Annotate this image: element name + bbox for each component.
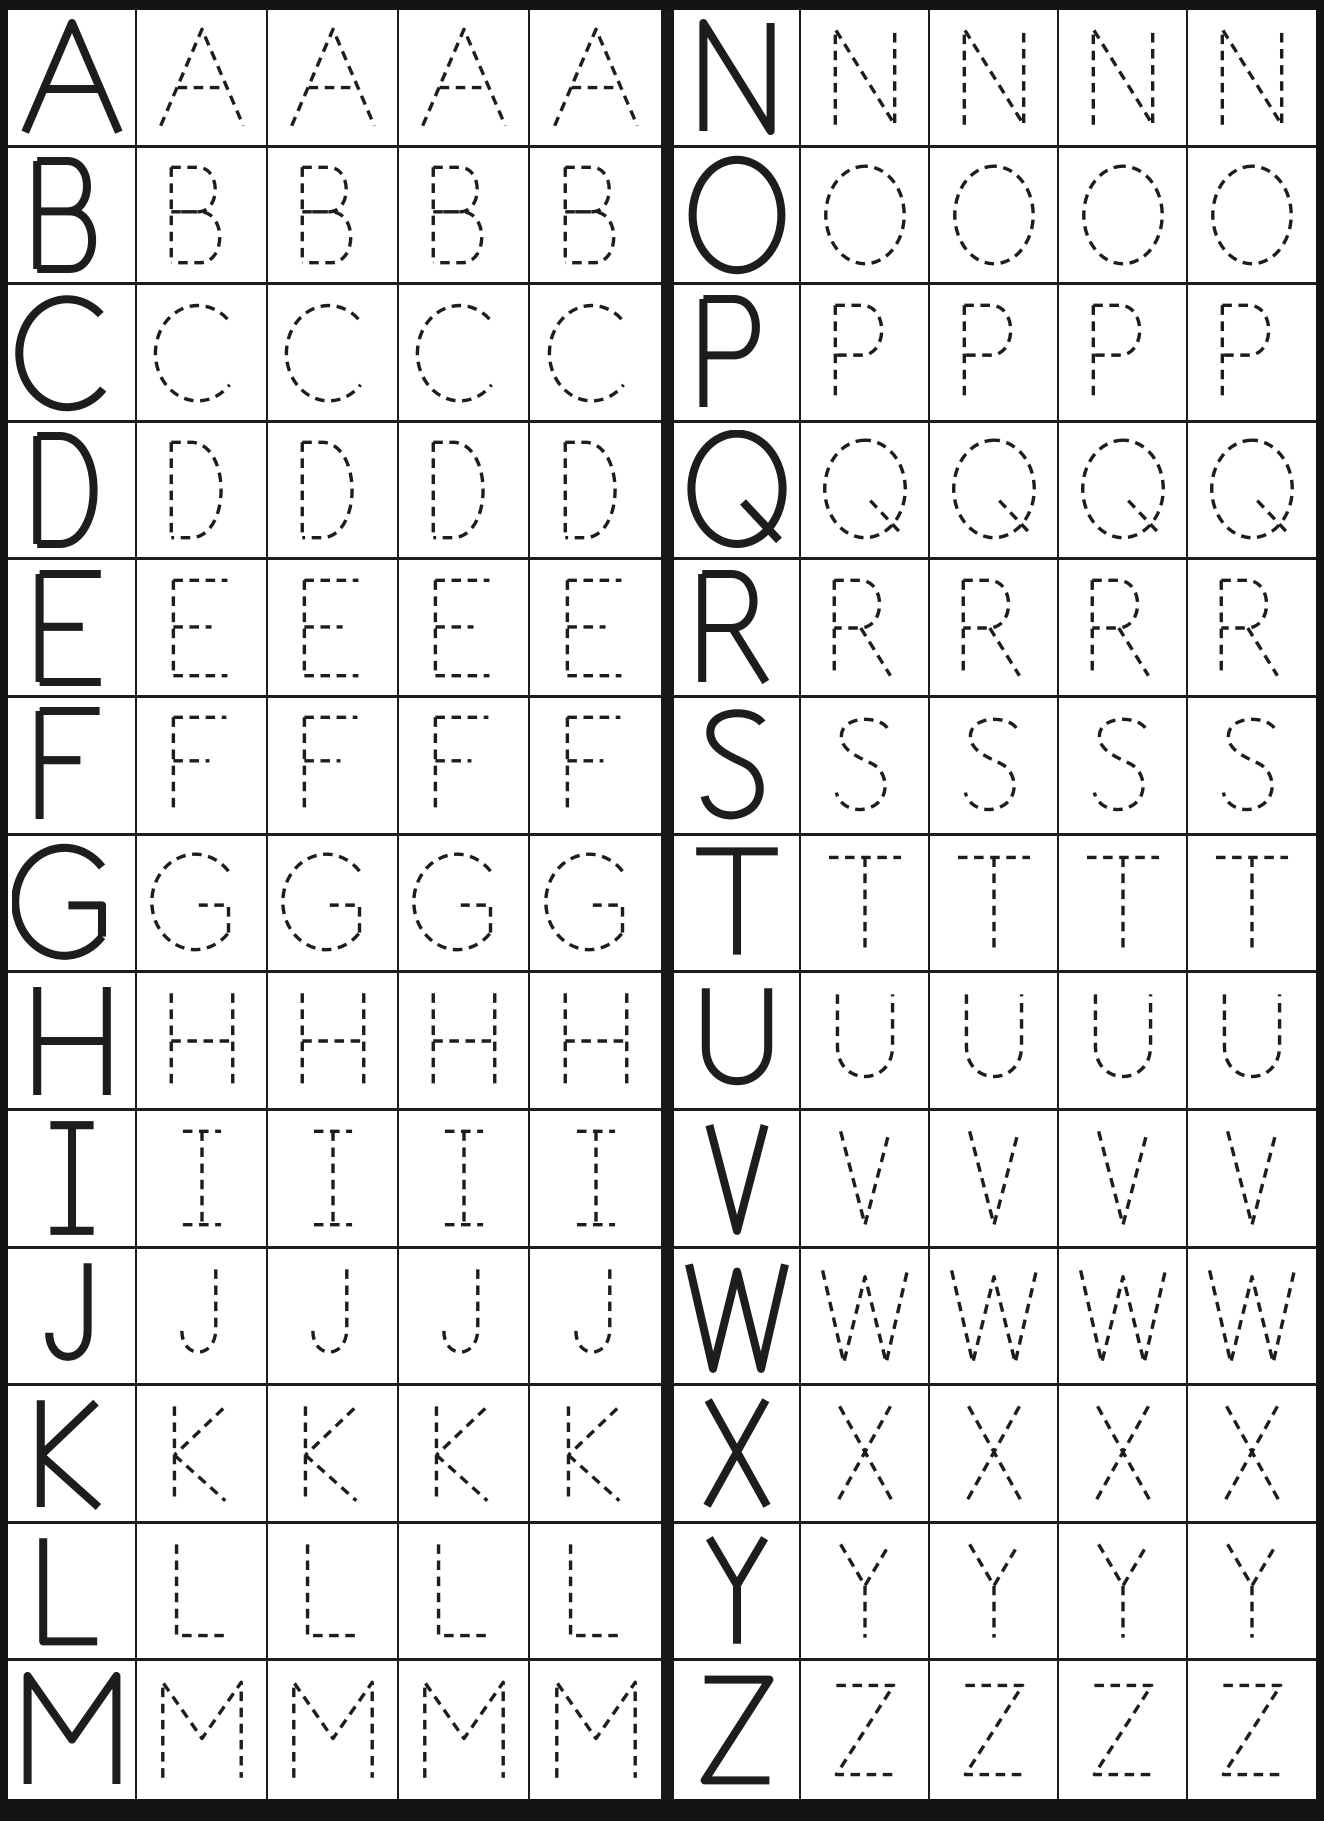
- trace-letter-E-1: [137, 560, 268, 698]
- center-divider-bar: [661, 1386, 674, 1524]
- trace-glyph-Z: [1199, 1677, 1305, 1783]
- solid-glyph-A: [12, 17, 132, 137]
- trace-glyph-L: [411, 1538, 517, 1644]
- trace-glyph-V: [812, 1125, 918, 1231]
- center-divider-bar: [661, 1524, 674, 1662]
- trace-letter-H-1: [137, 973, 268, 1111]
- trace-letter-S-4: [1188, 698, 1316, 836]
- trace-letter-K-2: [268, 1386, 399, 1524]
- trace-letter-I-1: [137, 1111, 268, 1249]
- solid-letter-J: [8, 1249, 137, 1387]
- trace-glyph-N: [812, 24, 918, 130]
- trace-glyph-H: [280, 988, 386, 1094]
- trace-letter-V-3: [1059, 1111, 1188, 1249]
- trace-letter-N-2: [930, 10, 1059, 148]
- trace-letter-F-3: [399, 698, 530, 836]
- trace-letter-A-3: [399, 10, 530, 148]
- trace-glyph-M: [149, 1677, 255, 1783]
- trace-letter-D-3: [399, 423, 530, 561]
- trace-glyph-A: [149, 24, 255, 130]
- trace-glyph-Y: [941, 1538, 1047, 1644]
- trace-letter-Y-1: [801, 1524, 930, 1662]
- solid-glyph-J: [12, 1256, 132, 1376]
- trace-glyph-L: [149, 1538, 255, 1644]
- solid-glyph-Q: [677, 430, 797, 550]
- solid-letter-C: [8, 285, 137, 423]
- trace-glyph-O: [941, 162, 1047, 268]
- solid-glyph-Y: [677, 1531, 797, 1651]
- trace-letter-Q-2: [930, 423, 1059, 561]
- trace-glyph-H: [411, 988, 517, 1094]
- trace-glyph-E: [543, 575, 649, 681]
- trace-glyph-U: [941, 988, 1047, 1094]
- trace-glyph-Z: [812, 1677, 918, 1783]
- trace-letter-Z-4: [1188, 1661, 1316, 1799]
- solid-glyph-F: [12, 705, 132, 825]
- solid-glyph-E: [12, 568, 132, 688]
- trace-letter-C-4: [530, 285, 661, 423]
- trace-glyph-C: [280, 300, 386, 406]
- trace-letter-C-2: [268, 285, 399, 423]
- trace-glyph-P: [1070, 300, 1176, 406]
- center-divider-bar: [661, 1661, 674, 1799]
- trace-letter-N-1: [801, 10, 930, 148]
- trace-letter-U-4: [1188, 973, 1316, 1111]
- solid-letter-D: [8, 423, 137, 561]
- trace-glyph-U: [812, 988, 918, 1094]
- trace-letter-R-3: [1059, 560, 1188, 698]
- trace-glyph-X: [1070, 1400, 1176, 1506]
- solid-glyph-C: [12, 293, 132, 413]
- trace-letter-F-4: [530, 698, 661, 836]
- trace-letter-X-3: [1059, 1386, 1188, 1524]
- trace-letter-L-2: [268, 1524, 399, 1662]
- trace-letter-B-3: [399, 148, 530, 286]
- trace-glyph-K: [411, 1400, 517, 1506]
- trace-letter-H-4: [530, 973, 661, 1111]
- trace-letter-F-2: [268, 698, 399, 836]
- trace-glyph-Q: [812, 437, 918, 543]
- trace-letter-A-1: [137, 10, 268, 148]
- trace-glyph-I: [280, 1125, 386, 1231]
- trace-letter-R-4: [1188, 560, 1316, 698]
- trace-letter-Q-3: [1059, 423, 1188, 561]
- trace-glyph-U: [1070, 988, 1176, 1094]
- trace-letter-X-2: [930, 1386, 1059, 1524]
- trace-letter-C-3: [399, 285, 530, 423]
- trace-glyph-B: [411, 162, 517, 268]
- trace-letter-W-4: [1188, 1249, 1316, 1387]
- trace-glyph-M: [543, 1677, 649, 1783]
- trace-glyph-S: [812, 712, 918, 818]
- trace-glyph-W: [941, 1263, 1047, 1369]
- center-divider-bar: [661, 698, 674, 836]
- trace-letter-I-4: [530, 1111, 661, 1249]
- solid-letter-E: [8, 560, 137, 698]
- trace-letter-X-1: [801, 1386, 930, 1524]
- trace-glyph-C: [543, 300, 649, 406]
- trace-glyph-J: [149, 1263, 255, 1369]
- trace-glyph-B: [543, 162, 649, 268]
- trace-glyph-X: [812, 1400, 918, 1506]
- solid-glyph-H: [12, 981, 132, 1101]
- solid-glyph-W: [677, 1256, 797, 1376]
- solid-letter-Q: [674, 423, 801, 561]
- trace-letter-O-2: [930, 148, 1059, 286]
- trace-glyph-J: [543, 1263, 649, 1369]
- trace-letter-J-1: [137, 1249, 268, 1387]
- solid-glyph-D: [12, 430, 132, 550]
- solid-glyph-T: [677, 843, 797, 963]
- trace-glyph-K: [280, 1400, 386, 1506]
- trace-letter-W-2: [930, 1249, 1059, 1387]
- solid-glyph-P: [677, 293, 797, 413]
- solid-glyph-Z: [677, 1670, 797, 1790]
- trace-letter-V-2: [930, 1111, 1059, 1249]
- trace-glyph-U: [1199, 988, 1305, 1094]
- center-divider-bar: [661, 148, 674, 286]
- trace-letter-Z-3: [1059, 1661, 1188, 1799]
- solid-letter-A: [8, 10, 137, 148]
- trace-glyph-H: [149, 988, 255, 1094]
- trace-letter-S-1: [801, 698, 930, 836]
- trace-glyph-K: [149, 1400, 255, 1506]
- trace-glyph-O: [1199, 162, 1305, 268]
- solid-glyph-G: [12, 843, 132, 963]
- center-divider-bar: [661, 1111, 674, 1249]
- trace-letter-E-4: [530, 560, 661, 698]
- trace-letter-Z-2: [930, 1661, 1059, 1799]
- solid-letter-H: [8, 973, 137, 1111]
- trace-letter-B-1: [137, 148, 268, 286]
- solid-letter-L: [8, 1524, 137, 1662]
- center-divider-bar: [661, 10, 674, 148]
- trace-letter-K-1: [137, 1386, 268, 1524]
- solid-letter-W: [674, 1249, 801, 1387]
- solid-letter-G: [8, 836, 137, 974]
- trace-letter-M-4: [530, 1661, 661, 1799]
- trace-letter-T-4: [1188, 836, 1316, 974]
- trace-glyph-S: [1199, 712, 1305, 818]
- center-divider-bar: [661, 285, 674, 423]
- trace-letter-C-1: [137, 285, 268, 423]
- trace-glyph-Y: [1199, 1538, 1305, 1644]
- trace-glyph-I: [149, 1125, 255, 1231]
- trace-letter-K-3: [399, 1386, 530, 1524]
- trace-glyph-K: [543, 1400, 649, 1506]
- solid-glyph-M: [12, 1670, 132, 1790]
- trace-letter-R-1: [801, 560, 930, 698]
- trace-glyph-F: [280, 712, 386, 818]
- trace-glyph-Y: [812, 1538, 918, 1644]
- trace-letter-U-2: [930, 973, 1059, 1111]
- trace-letter-L-1: [137, 1524, 268, 1662]
- trace-letter-Q-1: [801, 423, 930, 561]
- trace-letter-D-1: [137, 423, 268, 561]
- trace-glyph-M: [280, 1677, 386, 1783]
- trace-glyph-D: [280, 437, 386, 543]
- trace-letter-M-1: [137, 1661, 268, 1799]
- trace-glyph-V: [1070, 1125, 1176, 1231]
- trace-letter-L-3: [399, 1524, 530, 1662]
- trace-glyph-G: [411, 850, 517, 956]
- trace-glyph-B: [149, 162, 255, 268]
- trace-letter-R-2: [930, 560, 1059, 698]
- trace-glyph-F: [543, 712, 649, 818]
- solid-glyph-U: [677, 981, 797, 1101]
- solid-glyph-R: [677, 568, 797, 688]
- trace-letter-I-3: [399, 1111, 530, 1249]
- solid-glyph-B: [12, 155, 132, 275]
- trace-glyph-G: [543, 850, 649, 956]
- trace-glyph-X: [1199, 1400, 1305, 1506]
- trace-letter-A-4: [530, 10, 661, 148]
- trace-letter-W-1: [801, 1249, 930, 1387]
- trace-glyph-W: [812, 1263, 918, 1369]
- trace-glyph-G: [280, 850, 386, 956]
- trace-letter-Y-3: [1059, 1524, 1188, 1662]
- trace-glyph-R: [941, 575, 1047, 681]
- trace-glyph-V: [1199, 1125, 1305, 1231]
- solid-glyph-K: [12, 1393, 132, 1513]
- trace-letter-F-1: [137, 698, 268, 836]
- trace-glyph-C: [149, 300, 255, 406]
- solid-letter-U: [674, 973, 801, 1111]
- trace-glyph-P: [812, 300, 918, 406]
- trace-letter-Y-4: [1188, 1524, 1316, 1662]
- solid-letter-O: [674, 148, 801, 286]
- solid-letter-K: [8, 1386, 137, 1524]
- solid-letter-S: [674, 698, 801, 836]
- trace-letter-A-2: [268, 10, 399, 148]
- center-divider-bar: [661, 560, 674, 698]
- solid-letter-R: [674, 560, 801, 698]
- solid-letter-Z: [674, 1661, 801, 1799]
- trace-glyph-Q: [1199, 437, 1305, 543]
- trace-glyph-O: [812, 162, 918, 268]
- trace-glyph-B: [280, 162, 386, 268]
- trace-glyph-I: [411, 1125, 517, 1231]
- solid-letter-V: [674, 1111, 801, 1249]
- trace-glyph-A: [411, 24, 517, 130]
- trace-glyph-Q: [1070, 437, 1176, 543]
- trace-glyph-F: [411, 712, 517, 818]
- trace-glyph-D: [149, 437, 255, 543]
- solid-letter-N: [674, 10, 801, 148]
- trace-letter-J-3: [399, 1249, 530, 1387]
- solid-letter-P: [674, 285, 801, 423]
- trace-letter-G-2: [268, 836, 399, 974]
- trace-letter-M-2: [268, 1661, 399, 1799]
- trace-letter-U-3: [1059, 973, 1188, 1111]
- trace-letter-P-1: [801, 285, 930, 423]
- solid-glyph-I: [12, 1118, 132, 1238]
- trace-glyph-A: [543, 24, 649, 130]
- trace-letter-B-4: [530, 148, 661, 286]
- trace-glyph-J: [411, 1263, 517, 1369]
- center-divider-bar: [661, 1249, 674, 1387]
- trace-letter-X-4: [1188, 1386, 1316, 1524]
- trace-glyph-W: [1070, 1263, 1176, 1369]
- trace-letter-O-3: [1059, 148, 1188, 286]
- trace-letter-I-2: [268, 1111, 399, 1249]
- trace-glyph-J: [280, 1263, 386, 1369]
- trace-glyph-L: [543, 1538, 649, 1644]
- solid-letter-F: [8, 698, 137, 836]
- solid-glyph-S: [677, 705, 797, 825]
- trace-glyph-I: [543, 1125, 649, 1231]
- trace-glyph-N: [1070, 24, 1176, 130]
- trace-letter-H-2: [268, 973, 399, 1111]
- trace-letter-H-3: [399, 973, 530, 1111]
- solid-letter-I: [8, 1111, 137, 1249]
- trace-letter-P-3: [1059, 285, 1188, 423]
- trace-glyph-M: [411, 1677, 517, 1783]
- trace-glyph-T: [941, 850, 1047, 956]
- trace-letter-N-3: [1059, 10, 1188, 148]
- trace-letter-Z-1: [801, 1661, 930, 1799]
- solid-glyph-V: [677, 1118, 797, 1238]
- trace-glyph-C: [411, 300, 517, 406]
- trace-glyph-F: [149, 712, 255, 818]
- solid-letter-M: [8, 1661, 137, 1799]
- trace-letter-J-2: [268, 1249, 399, 1387]
- trace-glyph-R: [1199, 575, 1305, 681]
- trace-letter-U-1: [801, 973, 930, 1111]
- trace-glyph-T: [812, 850, 918, 956]
- trace-letter-M-3: [399, 1661, 530, 1799]
- trace-letter-T-3: [1059, 836, 1188, 974]
- trace-glyph-N: [1199, 24, 1305, 130]
- trace-letter-D-4: [530, 423, 661, 561]
- trace-glyph-X: [941, 1400, 1047, 1506]
- trace-glyph-T: [1199, 850, 1305, 956]
- trace-letter-K-4: [530, 1386, 661, 1524]
- trace-glyph-A: [280, 24, 386, 130]
- trace-letter-G-4: [530, 836, 661, 974]
- trace-letter-Q-4: [1188, 423, 1316, 561]
- trace-glyph-R: [1070, 575, 1176, 681]
- trace-glyph-P: [1199, 300, 1305, 406]
- solid-glyph-X: [677, 1393, 797, 1513]
- trace-glyph-S: [941, 712, 1047, 818]
- trace-glyph-E: [411, 575, 517, 681]
- trace-glyph-Z: [1070, 1677, 1176, 1783]
- solid-glyph-O: [677, 155, 797, 275]
- trace-glyph-P: [941, 300, 1047, 406]
- trace-glyph-N: [941, 24, 1047, 130]
- trace-glyph-Q: [941, 437, 1047, 543]
- trace-glyph-S: [1070, 712, 1176, 818]
- trace-glyph-R: [812, 575, 918, 681]
- trace-letter-S-3: [1059, 698, 1188, 836]
- solid-glyph-N: [677, 17, 797, 137]
- trace-glyph-Z: [941, 1677, 1047, 1783]
- trace-glyph-Y: [1070, 1538, 1176, 1644]
- trace-letter-G-1: [137, 836, 268, 974]
- trace-letter-B-2: [268, 148, 399, 286]
- trace-glyph-W: [1199, 1263, 1305, 1369]
- trace-letter-P-4: [1188, 285, 1316, 423]
- trace-letter-V-1: [801, 1111, 930, 1249]
- trace-glyph-D: [543, 437, 649, 543]
- trace-letter-G-3: [399, 836, 530, 974]
- trace-letter-S-2: [930, 698, 1059, 836]
- trace-glyph-G: [149, 850, 255, 956]
- trace-letter-L-4: [530, 1524, 661, 1662]
- trace-glyph-E: [280, 575, 386, 681]
- trace-glyph-H: [543, 988, 649, 1094]
- letter-grid: [8, 10, 1316, 1799]
- trace-glyph-T: [1070, 850, 1176, 956]
- center-divider-bar: [661, 836, 674, 974]
- trace-letter-Y-2: [930, 1524, 1059, 1662]
- trace-glyph-L: [280, 1538, 386, 1644]
- solid-letter-T: [674, 836, 801, 974]
- trace-letter-N-4: [1188, 10, 1316, 148]
- trace-letter-V-4: [1188, 1111, 1316, 1249]
- trace-letter-E-2: [268, 560, 399, 698]
- trace-letter-T-2: [930, 836, 1059, 974]
- trace-glyph-D: [411, 437, 517, 543]
- trace-glyph-O: [1070, 162, 1176, 268]
- trace-glyph-E: [149, 575, 255, 681]
- solid-letter-Y: [674, 1524, 801, 1662]
- center-divider-bar: [661, 423, 674, 561]
- trace-letter-D-2: [268, 423, 399, 561]
- trace-letter-W-3: [1059, 1249, 1188, 1387]
- trace-letter-E-3: [399, 560, 530, 698]
- trace-letter-P-2: [930, 285, 1059, 423]
- solid-glyph-L: [12, 1531, 132, 1651]
- solid-letter-X: [674, 1386, 801, 1524]
- trace-letter-T-1: [801, 836, 930, 974]
- trace-glyph-V: [941, 1125, 1047, 1231]
- center-divider-bar: [661, 973, 674, 1111]
- solid-letter-B: [8, 148, 137, 286]
- trace-letter-O-1: [801, 148, 930, 286]
- trace-letter-O-4: [1188, 148, 1316, 286]
- trace-letter-J-4: [530, 1249, 661, 1387]
